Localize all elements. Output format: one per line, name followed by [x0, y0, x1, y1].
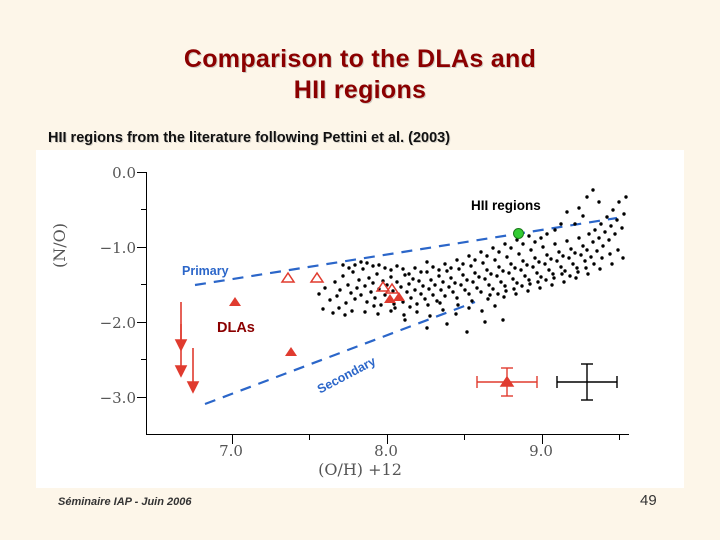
x-tick-minor-0 [309, 434, 310, 440]
dla-symbols [147, 172, 629, 434]
title-line-1: Comparison to the DLAs and [183, 45, 537, 73]
x-tick-label-1: 8.0 [374, 442, 398, 460]
annotation-secondary: Secondary [315, 353, 379, 397]
x-axis-title: (O/H) +12 [318, 460, 402, 479]
annotation-primary: Primary [182, 264, 229, 278]
x-tick-label-0: 7.0 [219, 442, 243, 460]
y-tick-3 [137, 397, 147, 398]
y-tick-1 [137, 247, 147, 248]
subtitle: HII regions from the literature following Pettini et al. (2003) [48, 130, 451, 146]
plot-area [146, 172, 629, 435]
y-tick-0 [137, 172, 147, 173]
target-object-marker [513, 228, 524, 239]
page-number: 49 [640, 492, 657, 509]
x-tick-1 [387, 434, 388, 444]
x-tick-label-2: 9.0 [529, 442, 553, 460]
x-tick-minor-1 [464, 434, 465, 440]
y-tick-label-1: −1.0 [99, 239, 136, 257]
x-tick-2 [542, 434, 543, 444]
footer-text: Séminaire IAP - Juin 2006 [58, 496, 192, 508]
y-tick-2 [137, 322, 147, 323]
x-tick-minor-2 [619, 434, 620, 440]
chart-figure [36, 150, 684, 488]
y-axis-title: (N/O) [50, 223, 69, 268]
y-tick-label-2: −2.0 [99, 314, 136, 332]
x-tick-0 [232, 434, 233, 444]
title-line-2: HII regions [293, 76, 427, 104]
y-tick-label-0: 0.0 [112, 164, 136, 182]
annotation-dlas: DLAs [217, 320, 255, 336]
y-tick-label-3: −3.0 [99, 389, 136, 407]
annotation-hii-regions: HII regions [471, 198, 541, 213]
page-title [0, 44, 720, 106]
